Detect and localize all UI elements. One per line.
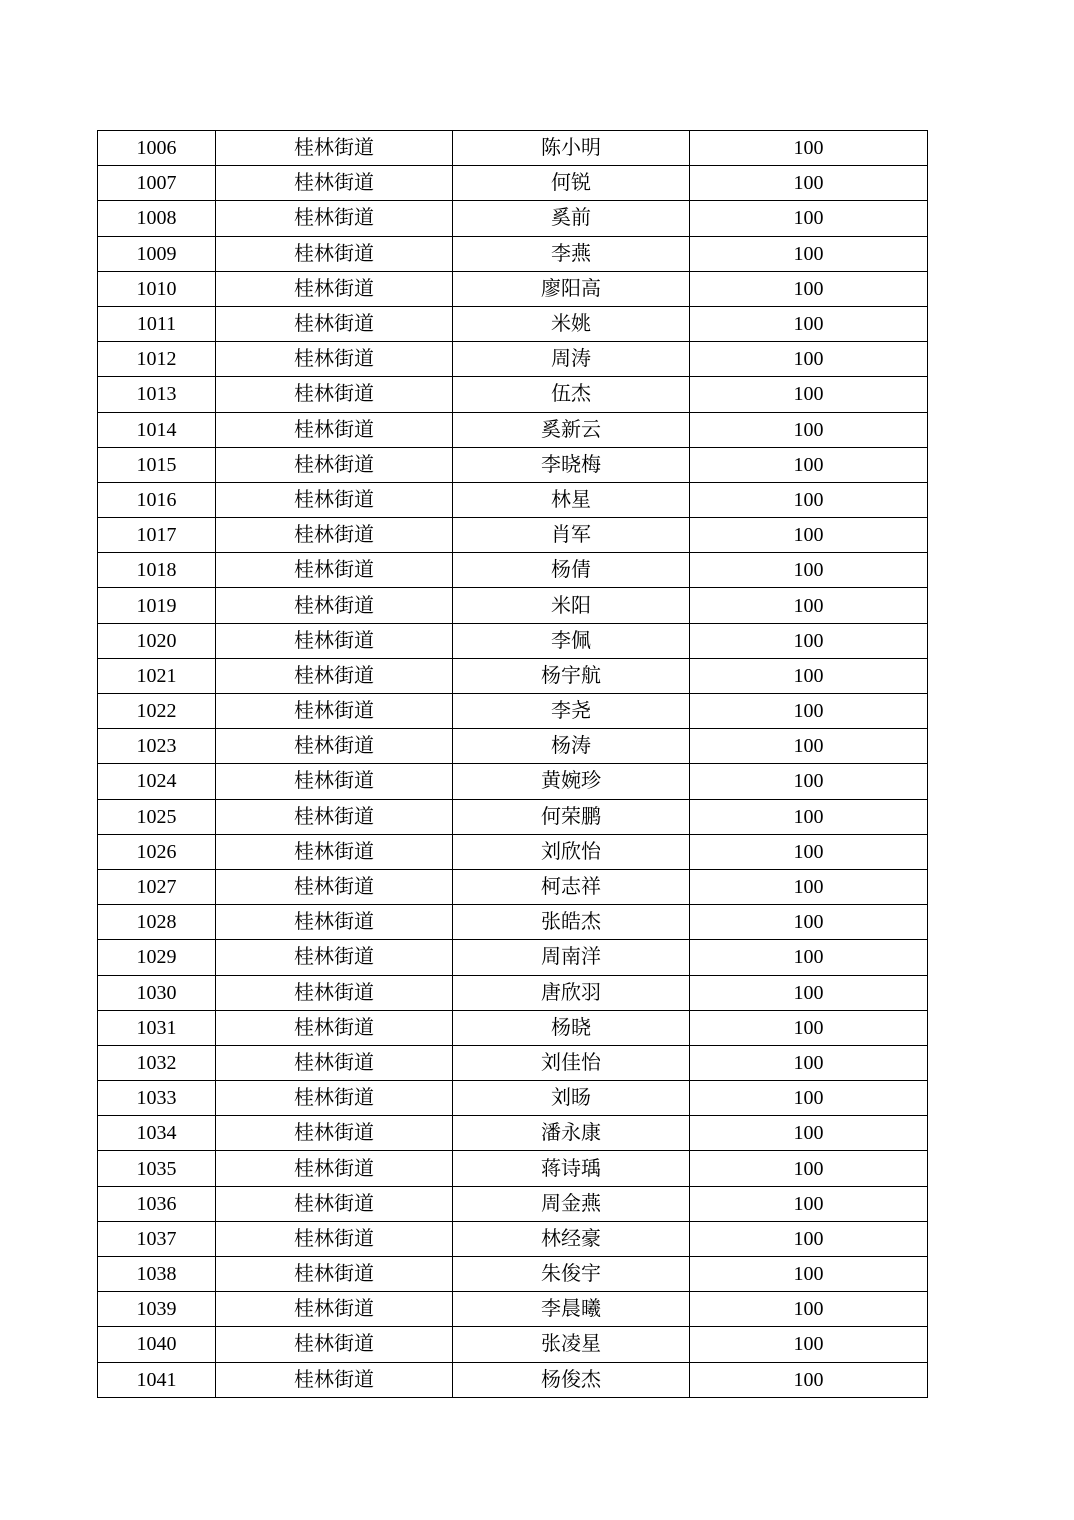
cell-name: 陈小明: [453, 131, 690, 166]
cell-id: 1039: [98, 1292, 216, 1327]
cell-score: 100: [690, 1257, 928, 1292]
cell-score: 100: [690, 975, 928, 1010]
table-row: [98, 1116, 928, 1151]
cell-name: 刘佳怡: [453, 1045, 690, 1080]
table-row: [98, 306, 928, 341]
cell-score: 100: [690, 1081, 928, 1116]
cell-id: 1031: [98, 1010, 216, 1045]
cell-score: 100: [690, 447, 928, 482]
cell-street: 桂林街道: [216, 940, 453, 975]
table-row: [98, 1151, 928, 1186]
cell-street: 桂林街道: [216, 694, 453, 729]
cell-id: 1021: [98, 658, 216, 693]
cell-id: 1018: [98, 553, 216, 588]
cell-score: 100: [690, 764, 928, 799]
cell-street: 桂林街道: [216, 201, 453, 236]
cell-score: 100: [690, 588, 928, 623]
cell-score: 100: [690, 834, 928, 869]
cell-name: 奚前: [453, 201, 690, 236]
cell-id: 1032: [98, 1045, 216, 1080]
cell-street: 桂林街道: [216, 869, 453, 904]
cell-id: 1019: [98, 588, 216, 623]
cell-name: 朱俊宇: [453, 1257, 690, 1292]
cell-score: 100: [690, 1327, 928, 1362]
cell-id: 1026: [98, 834, 216, 869]
cell-name: 李晨曦: [453, 1292, 690, 1327]
cell-id: 1011: [98, 306, 216, 341]
cell-score: 100: [690, 729, 928, 764]
cell-id: 1036: [98, 1186, 216, 1221]
cell-street: 桂林街道: [216, 764, 453, 799]
cell-street: 桂林街道: [216, 834, 453, 869]
table-row: [98, 588, 928, 623]
cell-id: 1038: [98, 1257, 216, 1292]
table-row: [98, 975, 928, 1010]
cell-id: 1015: [98, 447, 216, 482]
cell-id: 1028: [98, 905, 216, 940]
cell-street: 桂林街道: [216, 412, 453, 447]
cell-street: 桂林街道: [216, 1257, 453, 1292]
cell-name: 李尧: [453, 694, 690, 729]
cell-street: 桂林街道: [216, 1151, 453, 1186]
cell-name: 唐欣羽: [453, 975, 690, 1010]
cell-id: 1006: [98, 131, 216, 166]
cell-name: 米阳: [453, 588, 690, 623]
cell-street: 桂林街道: [216, 447, 453, 482]
table-container: [97, 130, 928, 1398]
cell-name: 黄婉珍: [453, 764, 690, 799]
cell-score: 100: [690, 518, 928, 553]
table-row: [98, 377, 928, 412]
cell-id: 1034: [98, 1116, 216, 1151]
cell-name: 杨宇航: [453, 658, 690, 693]
table-row: [98, 131, 928, 166]
table-row: [98, 799, 928, 834]
cell-street: 桂林街道: [216, 271, 453, 306]
cell-street: 桂林街道: [216, 306, 453, 341]
cell-score: 100: [690, 166, 928, 201]
cell-name: 柯志祥: [453, 869, 690, 904]
cell-score: 100: [690, 201, 928, 236]
cell-id: 1025: [98, 799, 216, 834]
table-row: [98, 166, 928, 201]
cell-id: 1035: [98, 1151, 216, 1186]
cell-score: 100: [690, 940, 928, 975]
table-row: [98, 1010, 928, 1045]
cell-street: 桂林街道: [216, 553, 453, 588]
table-row: [98, 869, 928, 904]
cell-street: 桂林街道: [216, 1327, 453, 1362]
cell-id: 1041: [98, 1362, 216, 1397]
cell-name: 蒋诗瑀: [453, 1151, 690, 1186]
table-row: [98, 271, 928, 306]
cell-id: 1029: [98, 940, 216, 975]
table-row: [98, 518, 928, 553]
cell-score: 100: [690, 553, 928, 588]
cell-id: 1010: [98, 271, 216, 306]
table-row: [98, 1221, 928, 1256]
cell-name: 李燕: [453, 236, 690, 271]
cell-name: 林星: [453, 482, 690, 517]
cell-score: 100: [690, 1045, 928, 1080]
cell-score: 100: [690, 131, 928, 166]
cell-street: 桂林街道: [216, 1221, 453, 1256]
table-row: [98, 905, 928, 940]
table-row: [98, 1257, 928, 1292]
cell-street: 桂林街道: [216, 482, 453, 517]
table-row: [98, 236, 928, 271]
table-row: [98, 1327, 928, 1362]
cell-score: 100: [690, 377, 928, 412]
cell-id: 1007: [98, 166, 216, 201]
cell-score: 100: [690, 694, 928, 729]
cell-score: 100: [690, 482, 928, 517]
cell-score: 100: [690, 1292, 928, 1327]
cell-name: 林经豪: [453, 1221, 690, 1256]
cell-street: 桂林街道: [216, 131, 453, 166]
cell-street: 桂林街道: [216, 1045, 453, 1080]
cell-name: 杨俊杰: [453, 1362, 690, 1397]
cell-name: 李佩: [453, 623, 690, 658]
cell-name: 杨倩: [453, 553, 690, 588]
table-row: [98, 553, 928, 588]
cell-score: 100: [690, 1221, 928, 1256]
table-row: [98, 482, 928, 517]
cell-id: 1024: [98, 764, 216, 799]
cell-street: 桂林街道: [216, 342, 453, 377]
cell-street: 桂林街道: [216, 1362, 453, 1397]
cell-score: 100: [690, 1010, 928, 1045]
table-row: [98, 1292, 928, 1327]
cell-score: 100: [690, 869, 928, 904]
table-row: [98, 623, 928, 658]
table-row: [98, 940, 928, 975]
cell-street: 桂林街道: [216, 1292, 453, 1327]
table-row: [98, 694, 928, 729]
data-table: [97, 130, 928, 1398]
cell-score: 100: [690, 236, 928, 271]
table-row: [98, 1081, 928, 1116]
cell-id: 1040: [98, 1327, 216, 1362]
table-row: [98, 447, 928, 482]
cell-id: 1020: [98, 623, 216, 658]
cell-street: 桂林街道: [216, 166, 453, 201]
cell-id: 1014: [98, 412, 216, 447]
cell-score: 100: [690, 342, 928, 377]
cell-score: 100: [690, 1116, 928, 1151]
cell-name: 廖阳高: [453, 271, 690, 306]
table-body: [98, 131, 928, 1398]
cell-score: 100: [690, 306, 928, 341]
cell-score: 100: [690, 1186, 928, 1221]
cell-score: 100: [690, 623, 928, 658]
cell-street: 桂林街道: [216, 588, 453, 623]
cell-name: 刘欣怡: [453, 834, 690, 869]
cell-name: 伍杰: [453, 377, 690, 412]
cell-score: 100: [690, 905, 928, 940]
cell-street: 桂林街道: [216, 729, 453, 764]
table-row: [98, 1362, 928, 1397]
cell-street: 桂林街道: [216, 1010, 453, 1045]
cell-street: 桂林街道: [216, 1081, 453, 1116]
table-row: [98, 1186, 928, 1221]
cell-street: 桂林街道: [216, 377, 453, 412]
cell-name: 潘永康: [453, 1116, 690, 1151]
cell-street: 桂林街道: [216, 799, 453, 834]
cell-id: 1037: [98, 1221, 216, 1256]
cell-id: 1017: [98, 518, 216, 553]
table-row: [98, 764, 928, 799]
cell-id: 1033: [98, 1081, 216, 1116]
cell-name: 李晓梅: [453, 447, 690, 482]
table-row: [98, 729, 928, 764]
cell-id: 1030: [98, 975, 216, 1010]
cell-id: 1016: [98, 482, 216, 517]
cell-name: 米姚: [453, 306, 690, 341]
table-row: [98, 412, 928, 447]
cell-name: 周南洋: [453, 940, 690, 975]
cell-id: 1027: [98, 869, 216, 904]
cell-id: 1012: [98, 342, 216, 377]
cell-street: 桂林街道: [216, 658, 453, 693]
cell-id: 1009: [98, 236, 216, 271]
cell-score: 100: [690, 412, 928, 447]
cell-street: 桂林街道: [216, 1186, 453, 1221]
cell-score: 100: [690, 658, 928, 693]
cell-id: 1023: [98, 729, 216, 764]
cell-name: 奚新云: [453, 412, 690, 447]
cell-street: 桂林街道: [216, 236, 453, 271]
cell-street: 桂林街道: [216, 975, 453, 1010]
cell-score: 100: [690, 1362, 928, 1397]
cell-name: 何荣鹏: [453, 799, 690, 834]
cell-score: 100: [690, 1151, 928, 1186]
cell-score: 100: [690, 271, 928, 306]
cell-name: 肖军: [453, 518, 690, 553]
cell-name: 张凌星: [453, 1327, 690, 1362]
cell-id: 1013: [98, 377, 216, 412]
cell-id: 1022: [98, 694, 216, 729]
cell-name: 周涛: [453, 342, 690, 377]
table-row: [98, 342, 928, 377]
table-row: [98, 834, 928, 869]
cell-name: 杨涛: [453, 729, 690, 764]
cell-street: 桂林街道: [216, 623, 453, 658]
cell-name: 何锐: [453, 166, 690, 201]
cell-street: 桂林街道: [216, 1116, 453, 1151]
cell-name: 刘旸: [453, 1081, 690, 1116]
table-row: [98, 201, 928, 236]
cell-name: 杨晓: [453, 1010, 690, 1045]
table-row: [98, 658, 928, 693]
cell-street: 桂林街道: [216, 905, 453, 940]
cell-id: 1008: [98, 201, 216, 236]
cell-street: 桂林街道: [216, 518, 453, 553]
cell-name: 张皓杰: [453, 905, 690, 940]
cell-name: 周金燕: [453, 1186, 690, 1221]
cell-score: 100: [690, 799, 928, 834]
table-row: [98, 1045, 928, 1080]
